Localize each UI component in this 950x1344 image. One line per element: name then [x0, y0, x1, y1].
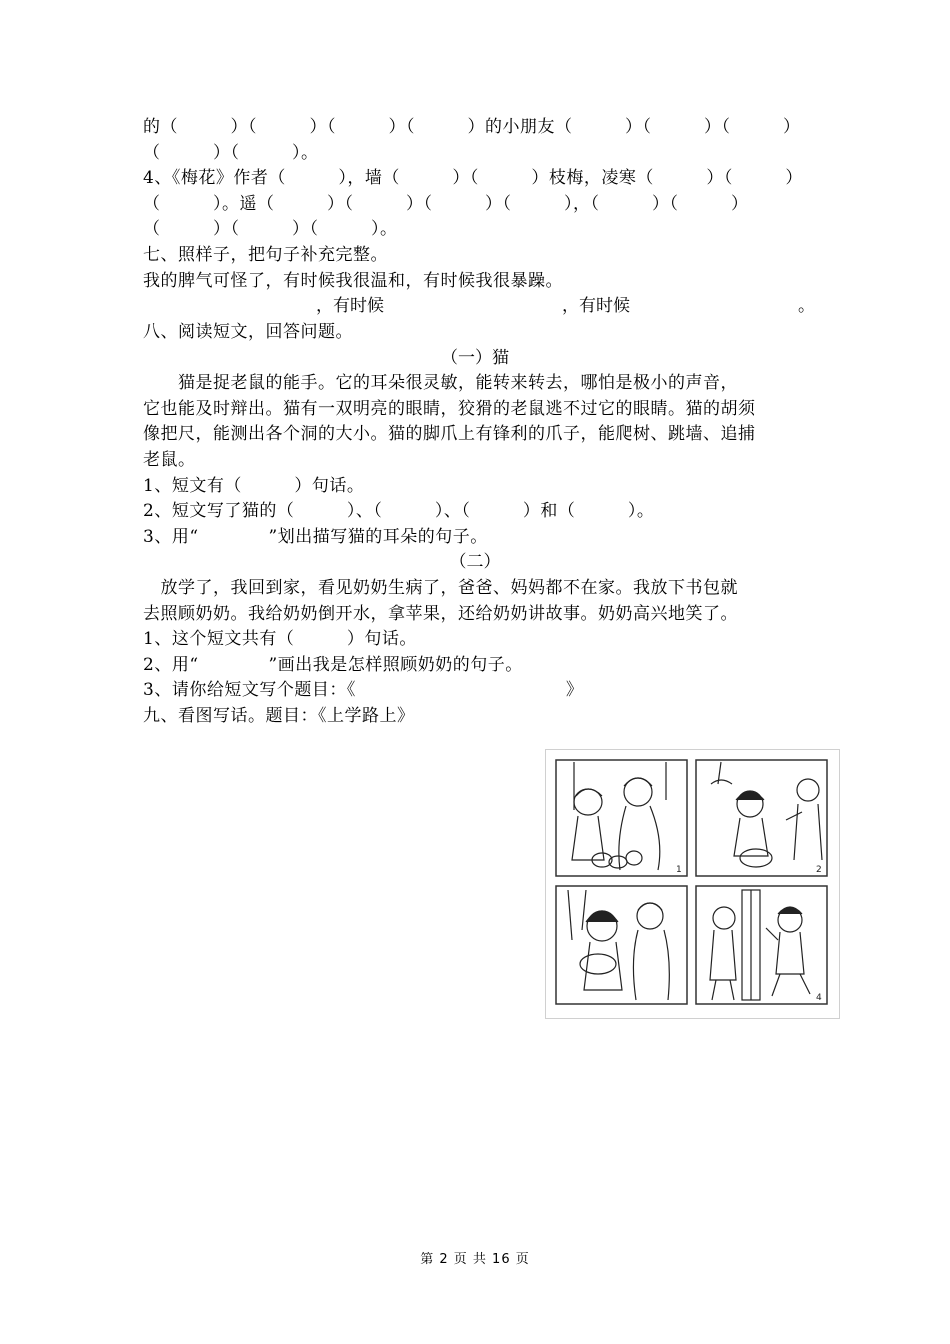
panel-number: 1 — [676, 865, 682, 875]
fill-end: 。 — [798, 296, 815, 316]
fill-text: ，有时候 — [562, 296, 630, 316]
question: 3、请你给短文写个题目：《 》 — [143, 680, 584, 700]
comic-panel-2 — [696, 760, 827, 876]
text-line: （ ）（ ）。 — [143, 143, 319, 163]
question: 2、短文写了猫的（ ）、（ ）、（ ）和（ ）。 — [143, 501, 655, 521]
panel-3-figures — [568, 890, 669, 1000]
passage-line: 去照顾奶奶。我给奶奶倒开水，拿苹果，还给奶奶讲故事。奶奶高兴地笑了。 — [143, 604, 738, 624]
passage-line: 猫是捉老鼠的能手。它的耳朵很灵敏，能转来转去，哪怕是极小的声音， — [143, 373, 738, 393]
panel-4-figures — [710, 890, 810, 1000]
text-line: 的（ ）（ ）（ ）（ ）的小朋友（ ）（ ）（ ） — [143, 117, 801, 137]
example-sentence: 我的脾气可怪了，有时候我很温和，有时候我很暴躁。 — [143, 271, 563, 291]
question: 1、这个短文共有（ ）句话。 — [143, 629, 417, 649]
text-line: 4、《梅花》作者（ ），墙（ ）（ ）枝梅，凌寒（ ）（ ） — [143, 168, 803, 188]
passage-line: 像把尺，能测出各个洞的大小。猫的脚爪上有锋利的爪子，能爬树、跳墙、追捕 — [143, 424, 756, 444]
question: 3、用“ ”划出描写猫的耳朵的句子。 — [143, 527, 488, 547]
section-title: 九、看图写话。题目：《上学路上》 — [143, 706, 415, 726]
question: 1、短文有（ ）句话。 — [143, 476, 365, 496]
panel-number: 4 — [816, 993, 822, 1003]
page-footer: 第 2 页 共 16 页 — [420, 1252, 530, 1267]
text-line: （ ）（ ）（ ）。 — [143, 219, 398, 239]
fill-text: ，有时候 — [316, 296, 384, 316]
section-title: 七、照样子，把句子补充完整。 — [143, 245, 388, 265]
section-title: 八、阅读短文，回答问题。 — [143, 322, 353, 342]
passage-line: 老鼠。 — [143, 450, 196, 470]
comic-panel-1 — [556, 760, 687, 876]
comic-panel-4 — [696, 886, 827, 1004]
panel-number: 2 — [816, 865, 822, 875]
panel-2-figures — [711, 762, 822, 867]
comic-illustration — [545, 749, 840, 1019]
passage-title: （二） — [449, 552, 501, 572]
passage-line: 它也能及时辩出。猫有一双明亮的眼睛，狡猾的老鼠逃不过它的眼睛。猫的胡须 — [143, 399, 756, 419]
passage-line: 放学了，我回到家，看见奶奶生病了，爸爸、妈妈都不在家。我放下书包就 — [143, 578, 738, 598]
question: 2、用“ ”画出我是怎样照顾奶奶的句子。 — [143, 655, 523, 675]
text-line: （ ）。遥（ ）（ ）（ ）（ ），（ ）（ ） — [143, 194, 749, 214]
passage-title: （一）猫 — [441, 348, 509, 368]
panel-1-figures — [572, 762, 666, 870]
